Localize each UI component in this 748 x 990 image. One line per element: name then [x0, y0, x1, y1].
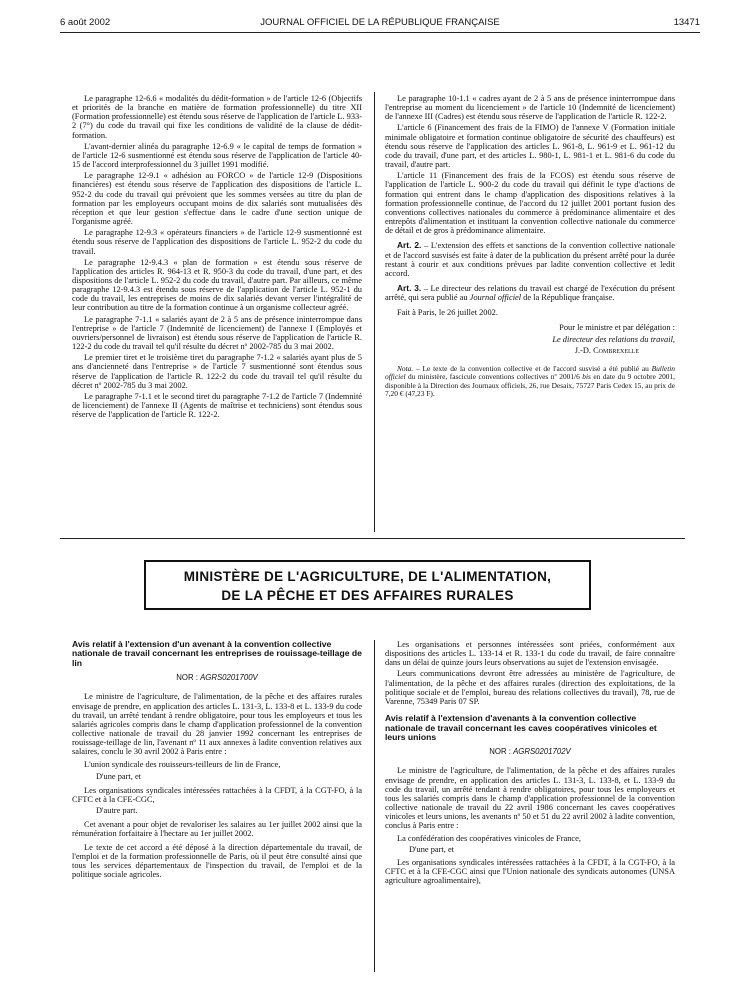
article-2	[385, 241, 675, 278]
signature-name: J.-D. Combrexelle	[574, 345, 639, 355]
done-at: Fait à Paris, le 26 juillet 2002.	[397, 308, 498, 318]
nor-reference-1	[72, 673, 362, 682]
column-divider-bottom	[374, 640, 375, 972]
signature-line-2: Le directeur des relations du travail,	[552, 334, 675, 344]
top-left-column	[72, 94, 362, 421]
bottom-right-column	[385, 640, 675, 887]
ministry-line-2: DE LA PÊCHE ET DES AFFAIRES RURALES	[221, 588, 514, 603]
article-2-label: Art. 2.	[397, 240, 422, 251]
header-rule	[60, 32, 700, 33]
article-3-text: – Le directeur des relations du travail est chargé de l'exécution du présent arrêté, qui sera publié au	[385, 283, 675, 303]
ministry-line-1: MINISTÈRE DE L'AGRICULTURE, DE L'ALIMENTATION,	[183, 569, 552, 584]
paragraph: L'union syndicale des rouisseurs-teilleurs de lin de France,	[84, 760, 281, 770]
avis-title-2: Avis relatif à l'extension d'avenants à la convention collective nationale de travail concernant les caves coopératives vinicoles et leurs unions	[385, 713, 657, 742]
paragraph: Leurs communications devront être adressées au ministère de l'agriculture, de l'alimentation, de la pêche et des affaires rurales (direction des exploitations, de la politique sociale et de l'emploi, bureau des relations collectives du travail), 78, rue de Varenne, 75349 Paris 07 SP.	[385, 669, 675, 706]
column-divider	[374, 92, 375, 532]
paragraph: Le paragraphe 7-1.1 et le second tiret du paragraphe 7-1.2 de l'article 7 (Indemnité de licenciement) de l'annexe II (Agents de maîtrise et techniciens) sont étendus sous réserve de l'application de l'article R. 122-2.	[72, 391, 362, 420]
paragraph: L'article 11 (Financement des frais de la FCOS) est étendu sous réserve de l'application de l'article L. 900-2 du code du travail qui définit le type d'actions de formation qui entrent dans le champ d'application des dispositions relatives à la formation professionnelle continue, de l'accord du 12 juillet 2001 portant fusion des conventions collectives nationales du commerce à prédominance alimentaire et des entrepôts d'alimentation et instituant la convention collective nationale du commerce de détail et de gros à prédominance alimentaire.	[385, 171, 675, 236]
bulletin-officiel: Bulletin officiel	[385, 363, 675, 382]
paragraph: D'autre part.	[96, 806, 138, 816]
nor-code: AGRS0201702V	[513, 747, 571, 757]
page-header	[60, 17, 700, 31]
paragraph: Le texte de cet accord a été déposé à la direction départementale du travail, de l'emploi et de la formation professionnelle de Paris, où il peut être consulté ainsi que tous les services départementaux de l'inspection du travail, de l'emploi et de la politique sociale agricoles.	[72, 842, 362, 880]
nor-code: AGRS0201700V	[200, 673, 258, 683]
paragraph: Le paragraphe 12-6.6 « modalités du dédit-formation » de l'article 12-6 (Objectifs et priorités de la branche en matière de formation professionnelle) du titre XII (Formation professionnelle) est étendu sous réserve de l'application de l'article L. 933-2 (7°) du code du travail qui fixe les conditions de validité de la clause de dédit-formation.	[72, 94, 362, 140]
paragraph: D'une part, et	[96, 771, 141, 781]
bottom-left-column	[72, 640, 362, 881]
nota-text: – Le texte de la convention collective et de l'accord susvisé a été publié au	[413, 363, 652, 373]
nor-reference-2	[385, 747, 675, 756]
nota-text-3: en date du 9 octobre 2001, disponible à la Direction des Journaux officiels, 26, rue Desaix, 75727 Paris Cedex 15, au prix de 7,20 € (47,23 F).	[385, 372, 675, 398]
article-3-label: Art. 3.	[397, 282, 422, 293]
nota	[385, 365, 675, 398]
paragraph: Cet avenant a pour objet de revaloriser les salaires au 1er juillet 2002 ainsi que la rémunération forfaitaire à l'hectare au 1er juillet 2002.	[72, 820, 362, 839]
nota-text-2: du ministère, fascicule conventions collectives nº 2001/6	[405, 372, 583, 382]
nor-label: NOR :	[489, 747, 514, 757]
paragraph: Les organisations syndicales intéressées rattachées à la CFDT, à la CGT-FO, à la CFTC et à la CFE-CGC,	[72, 785, 362, 804]
nota-bis: bis	[582, 372, 591, 382]
page-number: 13471	[673, 17, 700, 28]
paragraph: Le paragraphe 10-1.1 « cadres ayant de 2 à 5 ans de présence ininterrompue dans l'entreprise au moment du licenciement » de l'article 10 (Indemnité de licenciement) de l'annexe III (Cadres) est étendu sous réserve de l'application de l'article R. 122-2.	[385, 94, 675, 122]
paragraph: Le paragraphe 12-9.3 « opérateurs financiers » de l'article 12-9 susmentionné est étendu sous réserve de l'application des dispositions de l'article L. 952-2 du code du travail.	[72, 228, 362, 256]
paragraph: Les organisations syndicales intéressées rattachées à la CFDT, à la CGT-FO, à la CFTC et à la CFE-CGC ainsi que l'Union nationale des syndicats autonomes (UNSA agriculture agroalimentaire),	[385, 857, 675, 886]
paragraph: L'avant-dernier alinéa du paragraphe 12-6.9 « le capital de temps de formation » de l'article 12-6 susmentionné est étendu sous réserve de l'application de l'article 40-15 de l'accord interprofessionnel du 3 juillet 1991 modifié.	[72, 141, 362, 170]
article-2-text: – L'extension des effets et sanctions de la convention collective nationale et de l'accord susvisés est faite à dater de la publication du présent arrêté pour la durée restant à courir et aux conditions prévues par ladite convention collective et ledit accord.	[385, 241, 675, 278]
paragraph: La confédération des coopératives vinicoles de France,	[397, 833, 581, 843]
ministry-heading	[144, 560, 591, 610]
paragraph: Les organisations et personnes intéressées sont priées, conformément aux dispositions des articles L. 133-14 et R. 133-1 du code du travail, de faire connaître dans un délai de quinze jours leurs observations au sujet de l'extension envisagée.	[385, 640, 675, 668]
journal-officiel: Journal officiel	[469, 293, 522, 303]
header-title: JOURNAL OFFICIEL DE LA RÉPUBLIQUE FRANÇAISE	[260, 17, 500, 28]
paragraph: Le ministre de l'agriculture, de l'alimentation, de la pêche et des affaires rurales envisage de prendre, en application des articles L. 131-3, L. 133-8 et L. 133-9 du code du travail, un arrêté tendant à rendre obligatoire, pour tous les employeurs et tous les salariés agricoles compris dans le champ d'application professionnel de la convention collective nationale de travail du 28 janvier 1992 concernant les entreprises de rouissage-teillage de lin, l'avenant nº 11 aux annexes à ladite convention relatives aux salaires, conclu le 30 avril 2002 à Paris entre :	[72, 692, 362, 757]
article-3	[385, 284, 675, 302]
paragraph: D'une part, et	[409, 844, 454, 854]
header-date: 6 août 2002	[60, 17, 111, 28]
paragraph: Le premier tiret et le troisième tiret du paragraphe 7-1.2 « salariés ayant plus de 5 ans d'ancienneté dans l'entreprise » de l'article 7 susmentionné sont étendus sous réserve de l'application de l'article R. 122-2 du code du travail tel qu'il résulte du décret nº 2002-785 du 3 mai 2002.	[72, 353, 362, 390]
paragraph: Le paragraphe 7-1.1 « salariés ayant de 2 à 5 ans de présence ininterrompue dans l'entreprise » de l'article 7 (Indemnité de licenciement) de l'annexe I (Employés et ouvriers/personnel de livraison) est étendu sous réserve de l'application de l'article R. 122-2 du code du travail tel qu'il résulte du décret nº 2002-785 du 3 mai 2002.	[72, 314, 362, 352]
paragraph: Le paragraphe 12-9.1 « adhésion au FORCO » de l'article 12-9 (Dispositions financières) est étendu sous réserve de l'application des dispositions de l'article L. 952-2 du code du travail qui prévoient que les sommes versées au titre du plan de formation par les employeurs occupant moins de dix salariés sont mutualisées dès réception et que leur gestion s'effectue dans le cadre d'une section unique de l'organisme agréé.	[72, 171, 362, 227]
paragraph: Le ministre de l'agriculture, de l'alimentation, de la pêche et des affaires rurales envisage de prendre, en application des articles L. 131-3, L. 133-8, et L. 133-9 du code du travail, un arrêté tendant à rendre obligatoires, pour tous les employeurs et tous les salariés compris dans le champ d'application professionnel de la convention collective nationale de travail du 22 avril 1986 concernant les caves coopératives vinicoles et leurs unions, les avenants nº 50 et 51 du 22 avril 2002 à ladite convention, conclus à Paris entre :	[385, 766, 675, 831]
nor-label: NOR :	[176, 673, 201, 683]
nota-label: Nota.	[397, 363, 414, 373]
avis-title-1: Avis relatif à l'extension d'un avenant à la convention collective nationale de travail concernant les entreprises de rouissage-teillage de lin	[72, 639, 362, 668]
paragraph: L'article 6 (Financement des frais de la FIMO) de l'annexe V (Formation initiale minimale obligatoire et formation continue obligatoire de sécurité des chauffeurs) est étendu sous réserve de l'application des articles L. 961-8, L. 961-9 et L. 961-12 du code du travail, d'une part, et des articles L. 980-1, L. 981-1 et L. 981-6 du code du travail, d'autre part.	[385, 123, 675, 170]
article-3-end: de la République française.	[521, 293, 615, 303]
top-right-column	[385, 94, 675, 400]
paragraph: Le paragraphe 12-9.4.3 « plan de formation » est étendu sous réserve de l'application des articles R. 964-13 et R. 950-3 du code du travail, d'une part, et des dispositions de l'article L. 952-2 du code du travail, d'autre part. Par ailleurs, ce même paragraphe 12-9.4.3 est étendu sous réserve de l'application de l'article L. 952-1 du code du travail, les entreprises de moins de dix salariés devant verser l'intégralité de leur contribution au titre de la formation continue à un organisme collecteur agréé.	[72, 257, 362, 313]
signature-line-1: Pour le ministre et par délégation :	[559, 323, 675, 333]
section-rule	[60, 538, 685, 539]
